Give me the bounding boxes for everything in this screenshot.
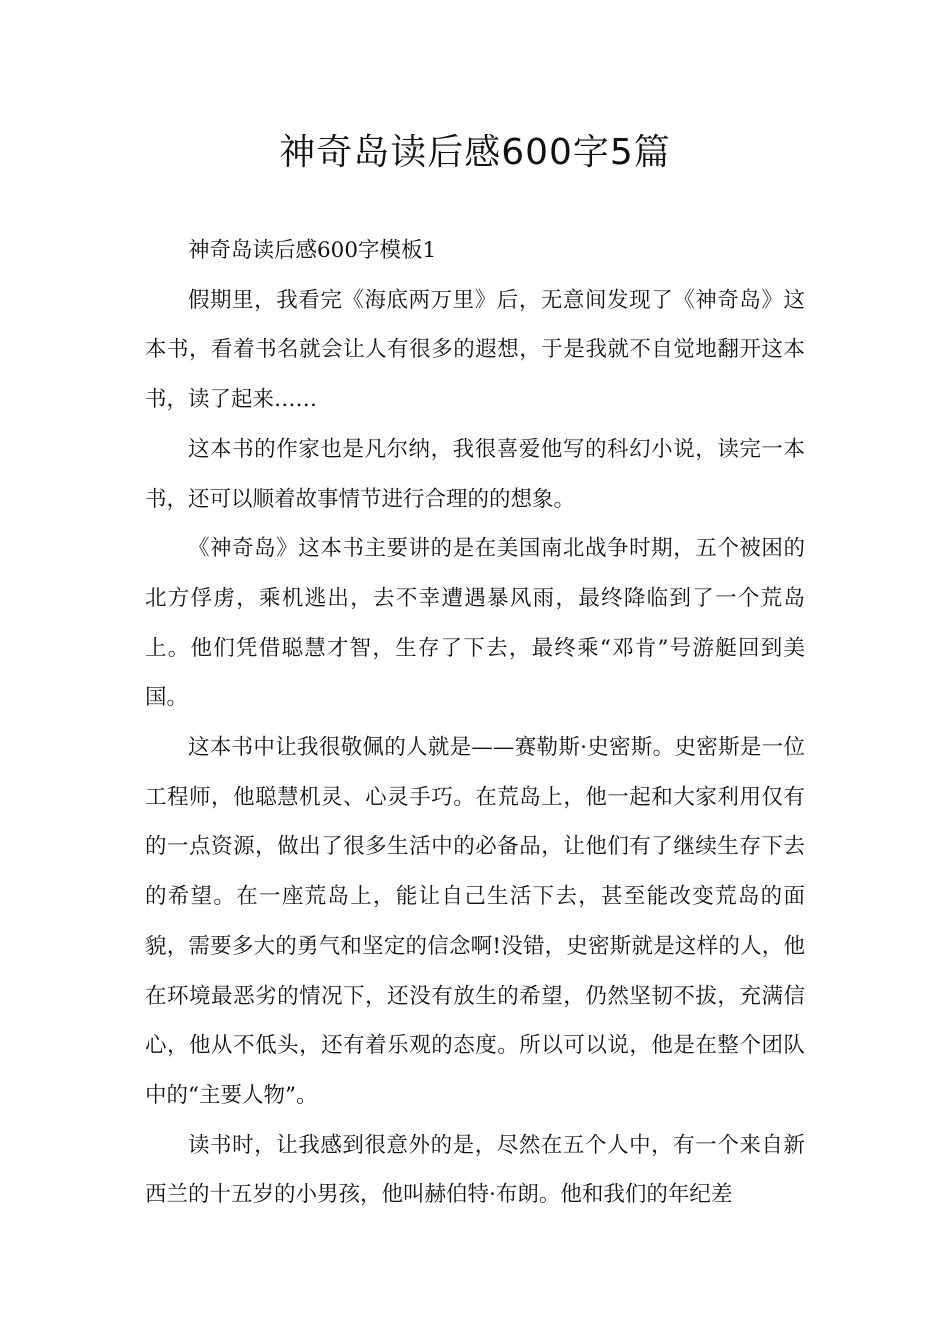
document-body (145, 226, 805, 1220)
paragraph-3: 《神奇岛》这本书主要讲的是在美国南北战争时期，五个被困的北方俘虏，乘机逃出，去不幸遭遇暴风雨，最终降临到了一个荒岛上。他们凭借聪慧才智，生存了下去，最终乘“邓肯”号游艇回到美国。 (145, 536, 805, 711)
paragraph-4: 这本书中让我很敬佩的人就是——赛勒斯·史密斯。史密斯是一位工程师，他聪慧机灵、心灵手巧。在荒岛上，他一起和大家利用仅有的一点资源，做出了很多生活中的必备品，让他们有了继续生存下去的希望。在一座荒岛上，能让自己生活下去，甚至能改变荒岛的面貌，需要多大的勇气和坚定的信念啊!没错，史密斯就是这样的人，他在环境最恶劣的情况下，还没有放生的希望，仍然坚韧不拔，充满信心，他从不低头，还有着乐观的态度。所以可以说，他是在整个团队中的“主要人物”。 (145, 735, 805, 1108)
document-title: 神奇岛读后感600字5篇 (279, 132, 671, 173)
section-subtitle: 神奇岛读后感600字模板1 (188, 238, 437, 263)
paragraph-5: 读书时，让我感到很意外的是，尽然在五个人中，有一个来自新西兰的十五岁的小男孩，他叫赫伯特·布朗。他和我们的年纪差 (145, 1132, 805, 1208)
paragraph-1: 假期里，我看完《海底两万里》后，无意间发现了《神奇岛》这本书，看着书名就会让人有很多的遐想，于是我就不自觉地翻开这本书，读了起来…… (145, 287, 805, 413)
paragraph-2: 这本书的作家也是凡尔纳，我很喜爱他写的科幻小说，读完一本书，还可以顺着故事情节进行合理的的想象。 (145, 436, 805, 512)
